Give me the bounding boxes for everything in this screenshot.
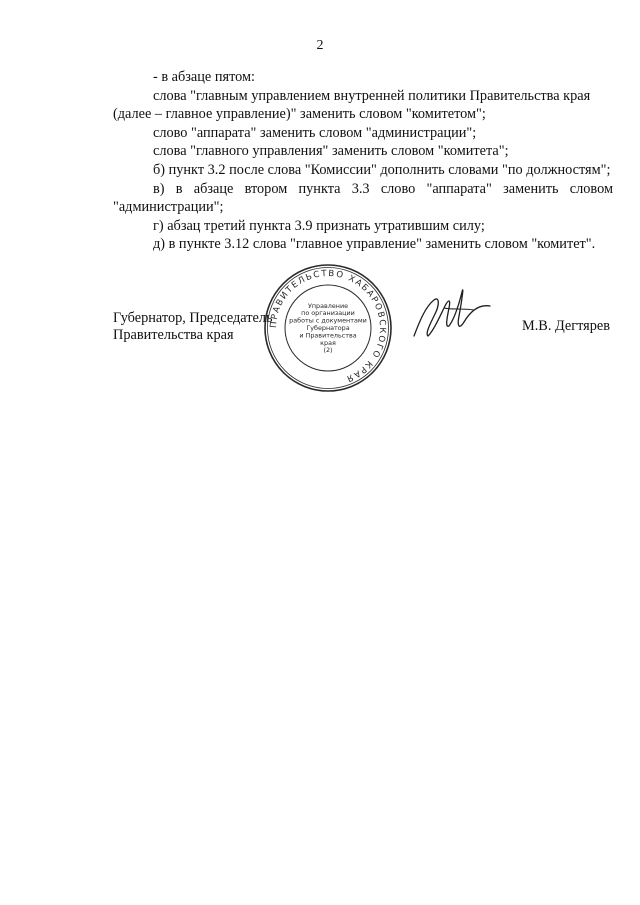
paragraph-line-1: - в абзаце пятом: [153, 69, 256, 85]
paragraph-line-8: "администрации"; [113, 199, 224, 216]
paragraph-line-5: слова "главного управления" заменить словом "комитета"; [153, 143, 509, 160]
official-stamp [262, 262, 394, 394]
signatory-name: М.В. Дегтярев [522, 318, 610, 334]
stamp-center-line: (2) [323, 346, 333, 355]
paragraph-line-9: г) абзац третий пункта 3.9 признать утратившим силу; [153, 217, 485, 234]
document-body [113, 68, 613, 254]
signatory-title [113, 310, 272, 344]
stamp-center-line: края [320, 338, 336, 347]
paragraph-line-2: слова "главным управлением внутренней политики Правительства края [153, 87, 591, 104]
paragraph-line-10: д) в пункте 3.12 слова "главное управление" заменить словом "комитет". [153, 236, 596, 253]
paragraph-line-7: в) в абзаце втором пункта 3.3 слово "аппарата" заменить словом [153, 180, 613, 197]
page-number: 2 [316, 38, 324, 53]
signatory-title-line-1: Губернатор, Председатель [113, 310, 273, 326]
paragraph-line-3: (далее – главное управление)" заменить словом "комитетом"; [113, 106, 486, 123]
stamp-center-line: Управление [307, 301, 349, 310]
stamp-center-line: и Правительства [299, 331, 357, 340]
stamp-ring-text: ПРАВИТЕЛЬСТВО ХАБАРОВСКОГО КРАЯ [268, 268, 388, 384]
stamp-center-line: по организации [301, 309, 355, 318]
paragraph-line-6: б) пункт 3.2 после слова "Комиссии" дополнить словами "по должностям"; [153, 161, 611, 178]
stamp-center-line: работы с документами [289, 316, 367, 325]
stamp-center-text [289, 302, 367, 354]
handwritten-signature [404, 270, 494, 360]
stamp-center-line: Губернатора [306, 324, 350, 332]
paragraph-line-4: слово "аппарата" заменить словом "администрации"; [153, 124, 477, 141]
signatory-title-line-2: Правительства края [113, 327, 234, 343]
